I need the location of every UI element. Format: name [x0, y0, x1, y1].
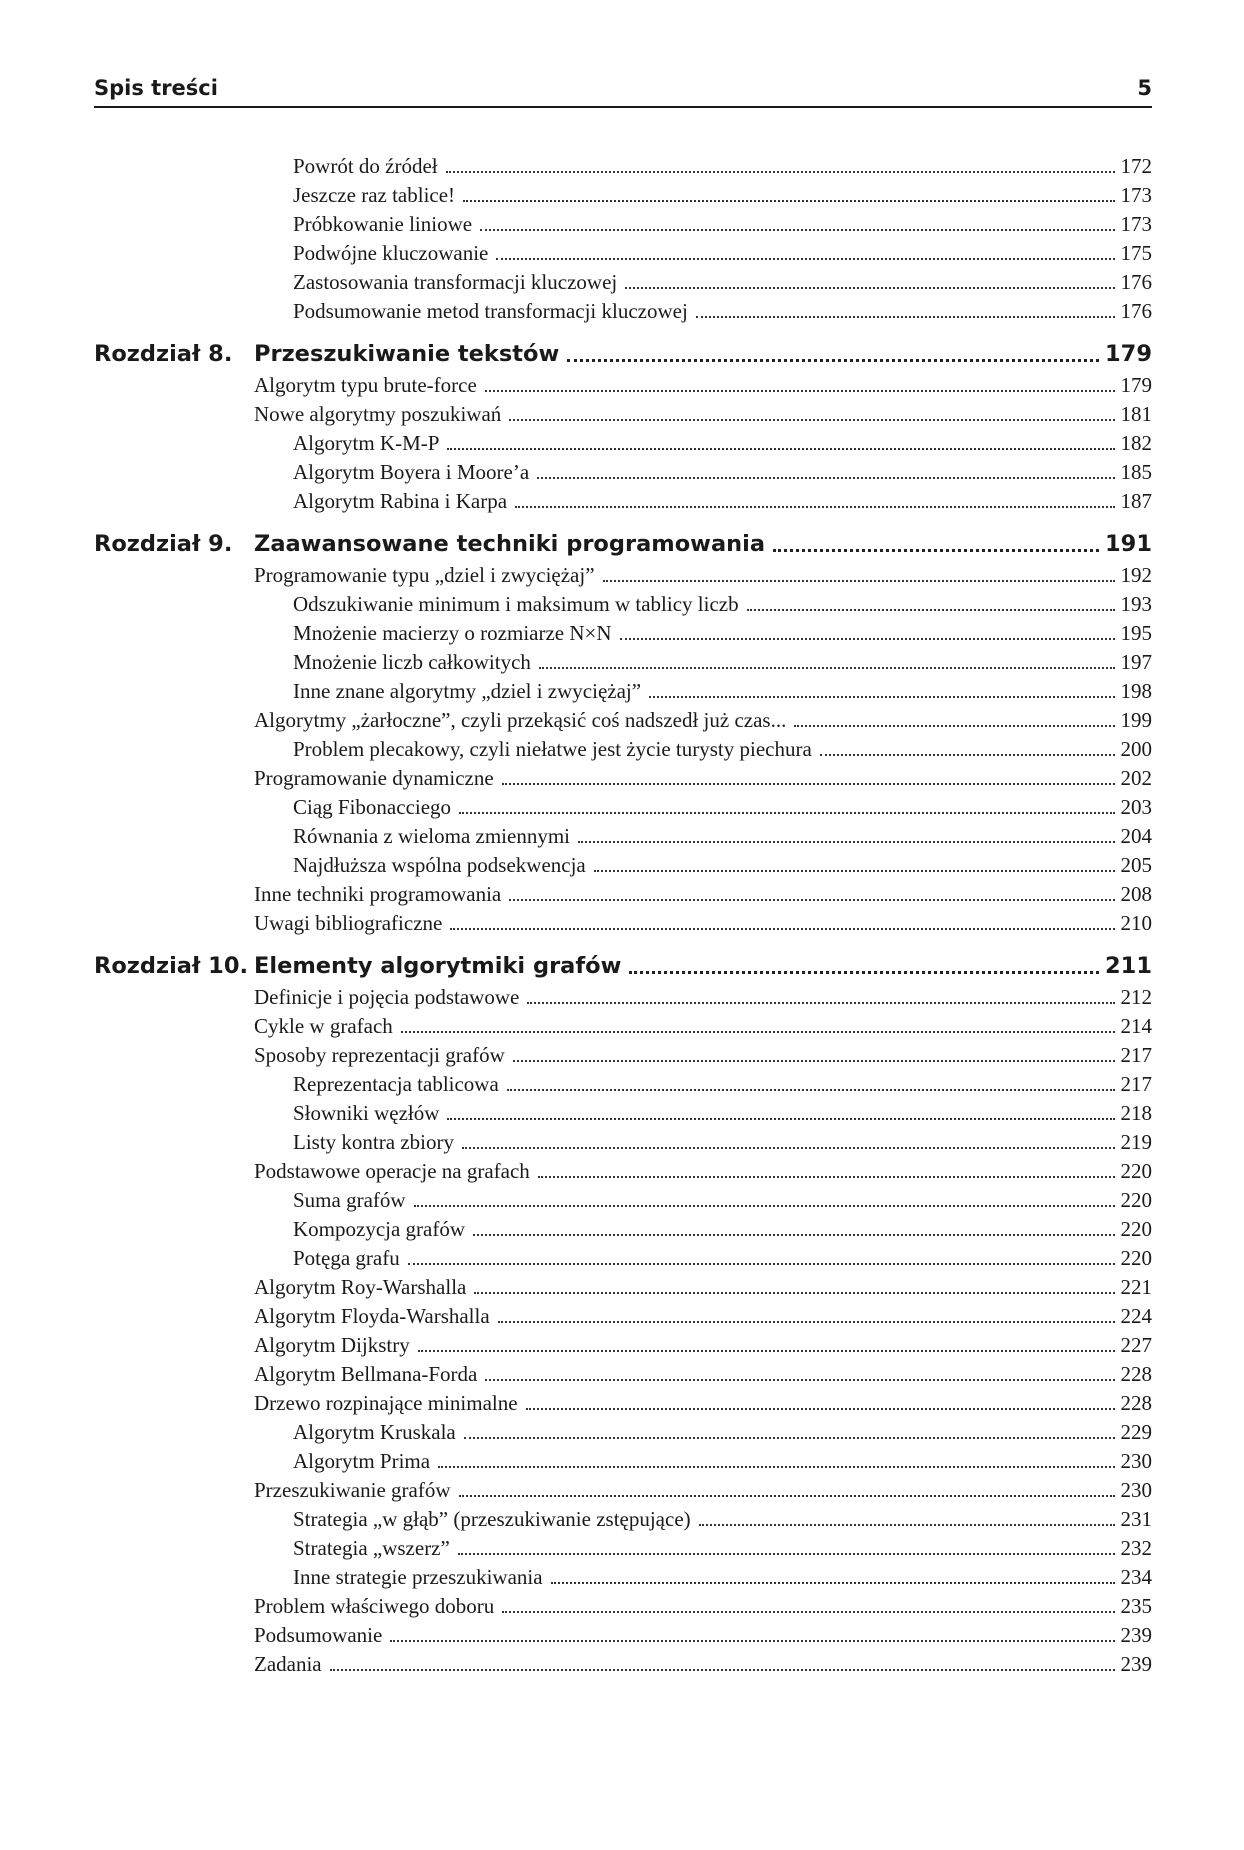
toc-subsection-row — [94, 487, 1152, 516]
entry-title: Powrót do źródeł — [293, 154, 438, 178]
entry-title: Listy kontra zbiory — [293, 1130, 454, 1154]
dot-leader — [502, 1611, 1114, 1613]
entry-page-number: 193 — [1120, 592, 1152, 616]
dot-leader — [330, 1669, 1115, 1671]
entry-title: Elementy algorytmiki grafów — [254, 953, 622, 979]
toc-subsection-row — [94, 268, 1152, 297]
toc-subsection-row — [94, 297, 1152, 326]
toc-subsection-row — [94, 1215, 1152, 1244]
dot-leader — [699, 1524, 1115, 1526]
entry-page-number: 232 — [1120, 1536, 1152, 1560]
toc-section-row — [94, 1273, 1152, 1302]
entry-page-number: 204 — [1120, 824, 1152, 848]
toc-section-row — [94, 1476, 1152, 1505]
dot-leader — [485, 1379, 1114, 1381]
section-title: Spis treści — [94, 76, 218, 100]
entry-title: Cykle w grafach — [254, 1014, 393, 1038]
entry-page-number: 212 — [1120, 985, 1152, 1009]
entry-title: Przeszukiwanie grafów — [254, 1478, 451, 1502]
toc-section-row — [94, 706, 1152, 735]
toc-chapter-row — [94, 528, 1152, 561]
dot-leader — [464, 1437, 1115, 1439]
toc-subsection-row — [94, 1186, 1152, 1215]
toc-section-row — [94, 1360, 1152, 1389]
toc-subsection-row — [94, 1563, 1152, 1592]
entry-title: Drzewo rozpinające minimalne — [254, 1391, 518, 1415]
dot-leader — [496, 258, 1114, 260]
entry-page-number: 197 — [1120, 650, 1152, 674]
dot-leader — [462, 1147, 1115, 1149]
dot-leader — [625, 287, 1114, 289]
toc-subsection-row — [94, 210, 1152, 239]
entry-title: Algorytm typu brute-force — [254, 373, 477, 397]
dot-leader — [401, 1031, 1115, 1033]
toc-section-row — [94, 1331, 1152, 1360]
entry-title: Podsumowanie — [254, 1623, 383, 1647]
entry-page-number: 172 — [1120, 154, 1152, 178]
entry-title: Zaawansowane techniki programowania — [254, 531, 766, 557]
entry-page-number: 227 — [1120, 1333, 1152, 1357]
entry-page-number: 181 — [1120, 402, 1152, 426]
dot-leader — [473, 1234, 1114, 1236]
entry-page-number: 198 — [1120, 679, 1152, 703]
toc-section-row — [94, 400, 1152, 429]
dot-leader — [527, 1002, 1114, 1004]
entry-page-number: 217 — [1120, 1043, 1152, 1067]
entry-title: Podstawowe operacje na grafach — [254, 1159, 530, 1183]
entry-page-number: 235 — [1120, 1594, 1152, 1618]
entry-title: Przeszukiwanie tekstów — [254, 341, 560, 367]
entry-page-number: 217 — [1120, 1072, 1152, 1096]
toc-chapter-row — [94, 338, 1152, 371]
entry-title: Ciąg Fibonacciego — [293, 795, 452, 819]
entry-title: Strategia „wszerz” — [293, 1536, 450, 1560]
entry-page-number: 239 — [1120, 1652, 1152, 1676]
entry-title: Algorytm Dijkstry — [254, 1333, 410, 1357]
dot-leader — [696, 316, 1115, 318]
dot-leader — [649, 696, 1114, 698]
entry-title: Problem właściwego doboru — [254, 1594, 495, 1618]
dot-leader — [446, 171, 1115, 173]
entry-title: Zadania — [254, 1652, 322, 1676]
entry-page-number: 202 — [1120, 766, 1152, 790]
entry-title: Inne strategie przeszukiwania — [293, 1565, 543, 1589]
entry-title: Algorytm Floyda-Warshalla — [254, 1304, 490, 1328]
dot-leader — [408, 1263, 1115, 1265]
entry-title: Algorytm Roy-Warshalla — [254, 1275, 467, 1299]
dot-leader — [594, 870, 1115, 872]
toc-section-row — [94, 764, 1152, 793]
toc-subsection-row — [94, 1070, 1152, 1099]
entry-title: Suma grafów — [293, 1188, 406, 1212]
entry-page-number: 239 — [1120, 1623, 1152, 1647]
entry-page-number: 230 — [1120, 1449, 1152, 1473]
toc-section-row — [94, 1650, 1152, 1679]
dot-leader — [498, 1321, 1115, 1323]
toc-section-row — [94, 909, 1152, 938]
toc-subsection-row — [94, 1447, 1152, 1476]
toc-subsection-row — [94, 648, 1152, 677]
dot-leader — [474, 1292, 1114, 1294]
entry-page-number: 187 — [1120, 489, 1152, 513]
entry-title: Inne techniki programowania — [254, 882, 502, 906]
entry-title: Uwagi bibliograficzne — [254, 911, 443, 935]
toc-subsection-row — [94, 1505, 1152, 1534]
entry-title: Słowniki węzłów — [293, 1101, 440, 1125]
entry-title: Algorytm K-M-P — [293, 431, 440, 455]
entry-page-number: 205 — [1120, 853, 1152, 877]
running-header — [94, 72, 1152, 108]
entry-title: Algorytm Prima — [293, 1449, 431, 1473]
entry-page-number: 228 — [1120, 1362, 1152, 1386]
toc-subsection-row — [94, 590, 1152, 619]
dot-leader — [502, 783, 1115, 785]
entry-page-number: 224 — [1120, 1304, 1152, 1328]
dot-leader — [509, 419, 1114, 421]
entry-page-number: 195 — [1120, 621, 1152, 645]
toc-subsection-row — [94, 1418, 1152, 1447]
entry-title: Algorytm Kruskala — [293, 1420, 456, 1444]
dot-leader — [450, 928, 1114, 930]
entry-page-number: 218 — [1120, 1101, 1152, 1125]
toc-subsection-row — [94, 239, 1152, 268]
dot-leader — [459, 812, 1114, 814]
entry-page-number: 228 — [1120, 1391, 1152, 1415]
toc-subsection-row — [94, 429, 1152, 458]
dot-leader — [629, 971, 1099, 974]
entry-page-number: 211 — [1105, 953, 1152, 979]
entry-title: Potęga grafu — [293, 1246, 400, 1270]
toc-subsection-row — [94, 735, 1152, 764]
toc-subsection-row — [94, 822, 1152, 851]
entry-page-number: 175 — [1120, 241, 1152, 265]
toc-subsection-row — [94, 793, 1152, 822]
dot-leader — [515, 506, 1114, 508]
toc-section-row — [94, 561, 1152, 590]
dot-leader — [794, 725, 1114, 727]
toc-section-row — [94, 1041, 1152, 1070]
entry-page-number: 173 — [1120, 183, 1152, 207]
dot-leader — [414, 1205, 1115, 1207]
dot-leader — [480, 229, 1114, 231]
entry-page-number: 234 — [1120, 1565, 1152, 1589]
entry-title: Podsumowanie metod transformacji kluczowej — [293, 299, 688, 323]
toc-section-row — [94, 1012, 1152, 1041]
entry-title: Nowe algorytmy poszukiwań — [254, 402, 502, 426]
entry-page-number: 176 — [1120, 299, 1152, 323]
entry-page-number: 208 — [1120, 882, 1152, 906]
toc-section-row — [94, 1389, 1152, 1418]
toc-subsection-row — [94, 1534, 1152, 1563]
entry-title: Programowanie typu „dziel i zwyciężaj” — [254, 563, 595, 587]
entry-page-number: 220 — [1120, 1188, 1152, 1212]
dot-leader — [620, 638, 1115, 640]
entry-title: Algorytmy „żarłoczne”, czyli przekąsić coś nadszedł już czas... — [254, 708, 787, 732]
entry-title: Mnożenie macierzy o rozmiarze N×N — [293, 621, 612, 645]
entry-page-number: 210 — [1120, 911, 1152, 935]
entry-page-number: 200 — [1120, 737, 1152, 761]
toc-section-row — [94, 371, 1152, 400]
page-number: 5 — [1137, 76, 1152, 100]
entry-title: Algorytm Bellmana-Forda — [254, 1362, 478, 1386]
table-of-contents — [94, 152, 1152, 1679]
toc-subsection-row — [94, 1099, 1152, 1128]
toc-section-row — [94, 880, 1152, 909]
toc-chapter-row — [94, 950, 1152, 983]
entry-page-number: 221 — [1120, 1275, 1152, 1299]
entry-page-number: 220 — [1120, 1217, 1152, 1241]
dot-leader — [539, 667, 1115, 669]
dot-leader — [773, 549, 1099, 552]
dot-leader — [513, 1060, 1115, 1062]
toc-section-row — [94, 1592, 1152, 1621]
entry-page-number: 229 — [1120, 1420, 1152, 1444]
entry-title: Algorytm Boyera i Moore’a — [293, 460, 530, 484]
entry-title: Próbkowanie liniowe — [293, 212, 473, 236]
dot-leader — [537, 477, 1114, 479]
toc-section-row — [94, 1621, 1152, 1650]
entry-title: Inne znane algorytmy „dziel i zwyciężaj” — [293, 679, 642, 703]
dot-leader — [447, 1118, 1114, 1120]
dot-leader — [459, 1495, 1115, 1497]
entry-page-number: 185 — [1120, 460, 1152, 484]
dot-leader — [485, 390, 1115, 392]
entry-title: Sposoby reprezentacji grafów — [254, 1043, 505, 1067]
chapter-label: Rozdział 10. — [94, 953, 249, 979]
dot-leader — [567, 359, 1099, 362]
dot-leader — [418, 1350, 1115, 1352]
chapter-label: Rozdział 9. — [94, 531, 233, 557]
dot-leader — [578, 841, 1114, 843]
toc-subsection-row — [94, 677, 1152, 706]
toc-subsection-row — [94, 458, 1152, 487]
entry-page-number: 173 — [1120, 212, 1152, 236]
entry-title: Mnożenie liczb całkowitych — [293, 650, 531, 674]
entry-title: Jeszcze raz tablice! — [293, 183, 456, 207]
entry-page-number: 230 — [1120, 1478, 1152, 1502]
entry-title: Strategia „w głąb” (przeszukiwanie zstępujące) — [293, 1507, 691, 1531]
toc-section-row — [94, 1302, 1152, 1331]
entry-page-number: 231 — [1120, 1507, 1152, 1531]
toc-section-row — [94, 1157, 1152, 1186]
entry-title: Definicje i pojęcia podstawowe — [254, 985, 520, 1009]
entry-title: Równania z wieloma zmiennymi — [293, 824, 571, 848]
entry-title: Algorytm Rabina i Karpa — [293, 489, 508, 513]
entry-page-number: 182 — [1120, 431, 1152, 455]
entry-page-number: 220 — [1120, 1246, 1152, 1270]
entry-title: Podwójne kluczowanie — [293, 241, 489, 265]
toc-subsection-row — [94, 1244, 1152, 1273]
entry-page-number: 179 — [1120, 373, 1152, 397]
dot-leader — [603, 580, 1115, 582]
toc-subsection-row — [94, 152, 1152, 181]
chapter-label: Rozdział 8. — [94, 341, 233, 367]
toc-subsection-row — [94, 1128, 1152, 1157]
dot-leader — [507, 1089, 1115, 1091]
dot-leader — [538, 1176, 1115, 1178]
entry-page-number: 219 — [1120, 1130, 1152, 1154]
dot-leader — [458, 1553, 1115, 1555]
entry-page-number: 176 — [1120, 270, 1152, 294]
dot-leader — [390, 1640, 1114, 1642]
dot-leader — [463, 200, 1114, 202]
entry-page-number: 203 — [1120, 795, 1152, 819]
toc-subsection-row — [94, 619, 1152, 648]
entry-title: Zastosowania transformacji kluczowej — [293, 270, 618, 294]
dot-leader — [438, 1466, 1114, 1468]
entry-page-number: 192 — [1120, 563, 1152, 587]
entry-title: Kompozycja grafów — [293, 1217, 466, 1241]
dot-leader — [509, 899, 1114, 901]
entry-title: Najdłuższa wspólna podsekwencja — [293, 853, 586, 877]
dot-leader — [747, 609, 1115, 611]
entry-page-number: 191 — [1105, 531, 1152, 557]
entry-title: Programowanie dynamiczne — [254, 766, 494, 790]
entry-page-number: 220 — [1120, 1159, 1152, 1183]
dot-leader — [447, 448, 1114, 450]
dot-leader — [551, 1582, 1115, 1584]
entry-page-number: 199 — [1120, 708, 1152, 732]
entry-page-number: 214 — [1120, 1014, 1152, 1038]
entry-title: Problem plecakowy, czyli niełatwe jest życie turysty piechura — [293, 737, 812, 761]
dot-leader — [526, 1408, 1115, 1410]
toc-subsection-row — [94, 851, 1152, 880]
toc-subsection-row — [94, 181, 1152, 210]
entry-title: Reprezentacja tablicowa — [293, 1072, 499, 1096]
entry-title: Odszukiwanie minimum i maksimum w tablicy liczb — [293, 592, 739, 616]
toc-section-row — [94, 983, 1152, 1012]
entry-page-number: 179 — [1105, 341, 1152, 367]
dot-leader — [820, 754, 1115, 756]
